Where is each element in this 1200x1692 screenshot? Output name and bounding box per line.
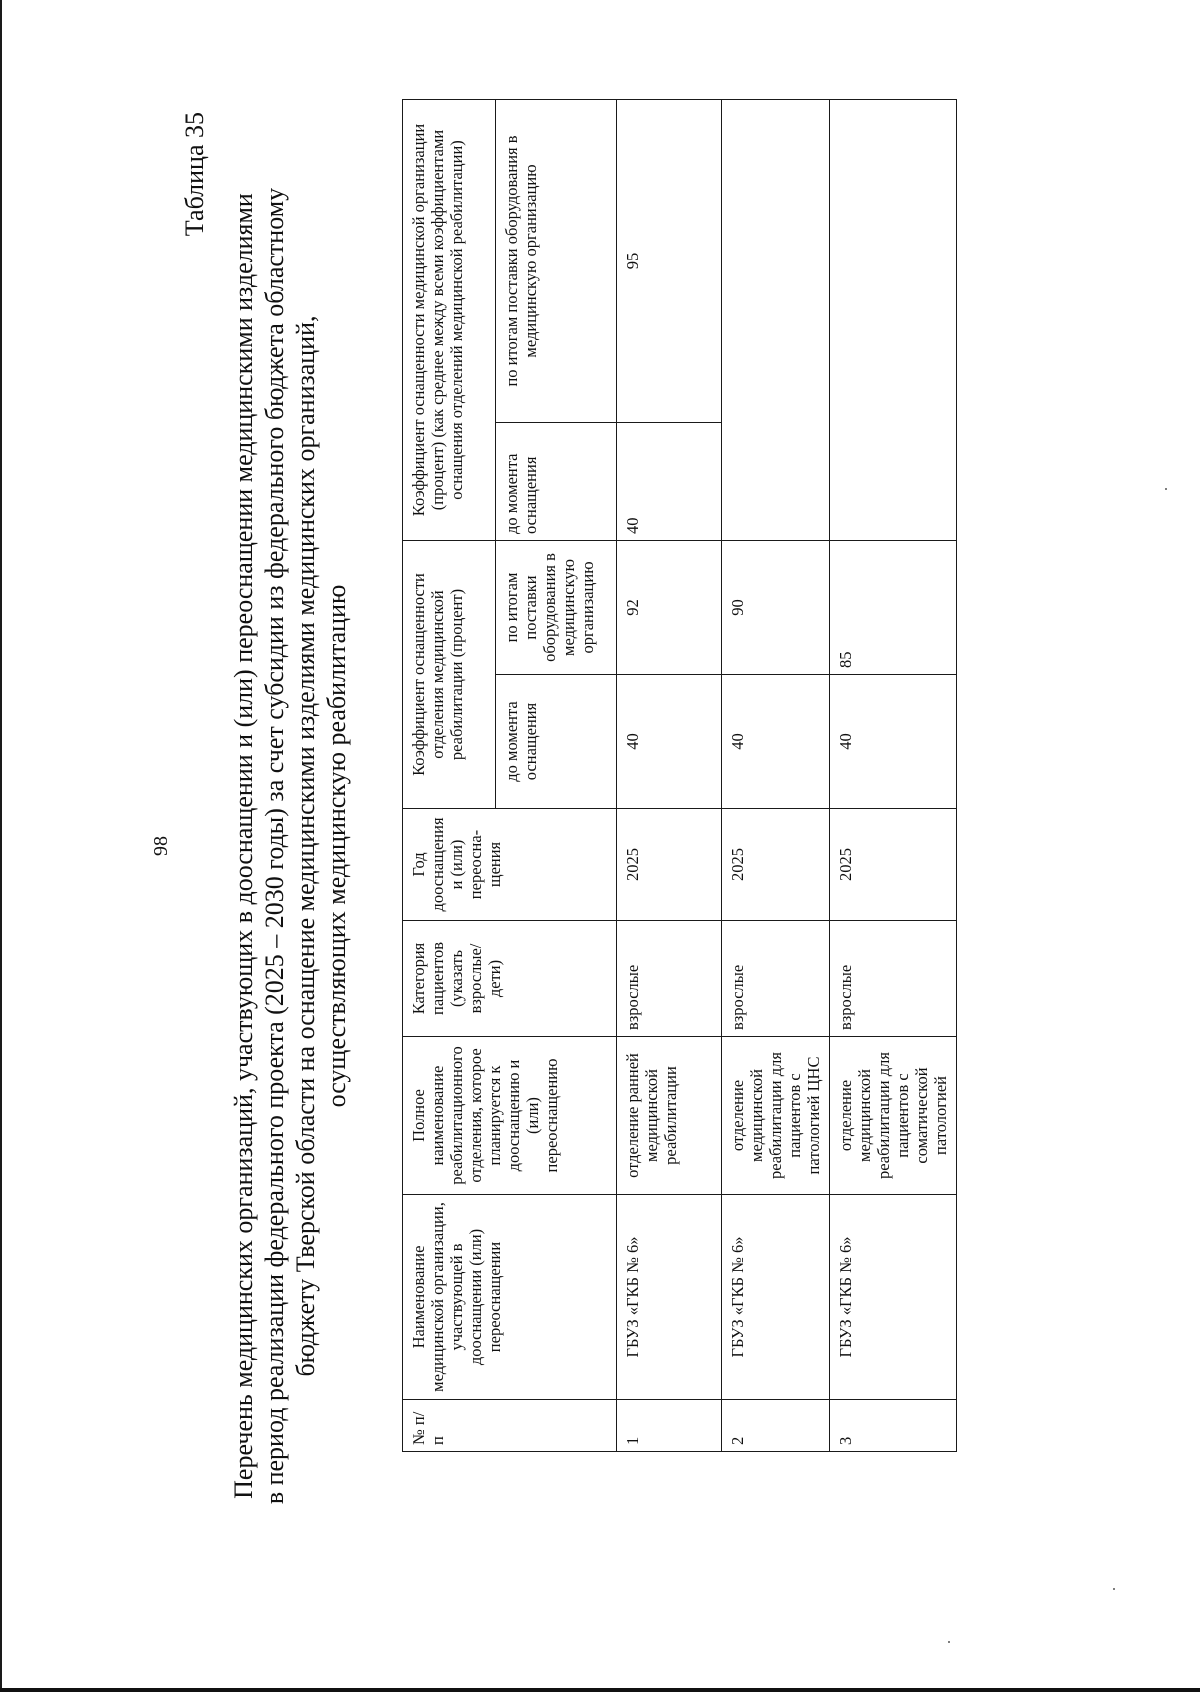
cell-num: 1 <box>617 1400 722 1452</box>
cell-num: 2 <box>722 1400 830 1452</box>
title-line: осуществляющих медицинскую реабилитацию <box>322 584 351 1108</box>
cell-dept-before: 40 <box>617 675 722 809</box>
cell-dept: отделение медицинской реабилитации для пациентов с соматической патологией <box>830 1037 957 1195</box>
cell-org: ГБУЗ «ГКБ № 6» <box>617 1195 722 1400</box>
cell-category: взрослые <box>722 921 830 1037</box>
cell-org-empty <box>830 99 957 540</box>
table-row <box>617 99 722 1451</box>
cell-year: 2025 <box>617 809 722 921</box>
cell-dept: отделение медицинской реабилитации для пациентов с патологией ЦНС <box>722 1037 830 1195</box>
header-org-before: до момента оснащения <box>496 422 617 540</box>
header-dept-coef: Коэффициент оснащенности отделения медицинской реабилитации (процент) <box>403 540 496 808</box>
cell-dept-before: 40 <box>830 675 957 809</box>
table-row <box>830 99 957 1451</box>
cell-org: ГБУЗ «ГКБ № 6» <box>830 1195 957 1400</box>
header-org-after: по итогам поставки оборудования в медицинскую организацию <box>496 99 617 422</box>
document-title <box>228 140 352 1552</box>
header-dept: Полное наименование реабилитационного отделения, которое планируется к дооснащению и (или) переоснащению <box>403 1037 617 1195</box>
cell-dept-after: 92 <box>617 540 722 674</box>
table-caption: Таблица 35 <box>180 112 209 237</box>
table-header-row <box>403 99 496 1451</box>
equipment-table <box>402 99 957 1452</box>
header-dept-after: по итогам поставки оборудования в медицинскую организацию <box>496 540 617 674</box>
cell-year: 2025 <box>830 809 957 921</box>
title-line: бюджету Тверской области на оснащение медицинскими изделиями медицинских организаций, <box>291 315 320 1377</box>
header-org-coef: Коэффициент оснащенности медицинской организации (процент) (как среднее между всеми коэффициентами оснащения отделений медицинской реабилитации) <box>403 99 496 540</box>
cell-category: взрослые <box>617 921 722 1037</box>
cell-org-before: 40 <box>617 422 722 540</box>
cell-dept-before: 40 <box>722 675 830 809</box>
cell-num: 3 <box>830 1400 957 1452</box>
cell-org-after: 95 <box>617 99 722 422</box>
cell-dept: отделение ранней медицинской реабилитации <box>617 1037 722 1195</box>
cell-org: ГБУЗ «ГКБ № 6» <box>722 1195 830 1400</box>
header-year: Год дооснащения и (или) переосна-щения <box>403 809 617 921</box>
title-line: Перечень медицинских организаций, участвующих в дооснащении и (или) переоснащении медицинскими изделиями <box>229 193 258 1499</box>
cell-dept-after: 90 <box>722 540 830 674</box>
header-dept-before: до момента оснащения <box>496 675 617 809</box>
cell-year: 2025 <box>722 809 830 921</box>
header-org: Наименование медицинской организации, участвующей в дооснащении (или) переоснащении <box>403 1195 617 1400</box>
header-category: Категория пациентов (указать взрослые/ дети) <box>403 921 617 1037</box>
page-number: 98 <box>150 836 172 856</box>
cell-org-empty <box>722 99 830 540</box>
cell-dept-after: 85 <box>830 540 957 674</box>
table-row <box>722 99 830 1451</box>
header-num: № п/п <box>403 1400 617 1452</box>
title-line: в период реализации федерального проекта (2025 – 2030 годы) за счет субсидии из федерального бюджета областному <box>260 187 289 1505</box>
cell-category: взрослые <box>830 921 957 1037</box>
